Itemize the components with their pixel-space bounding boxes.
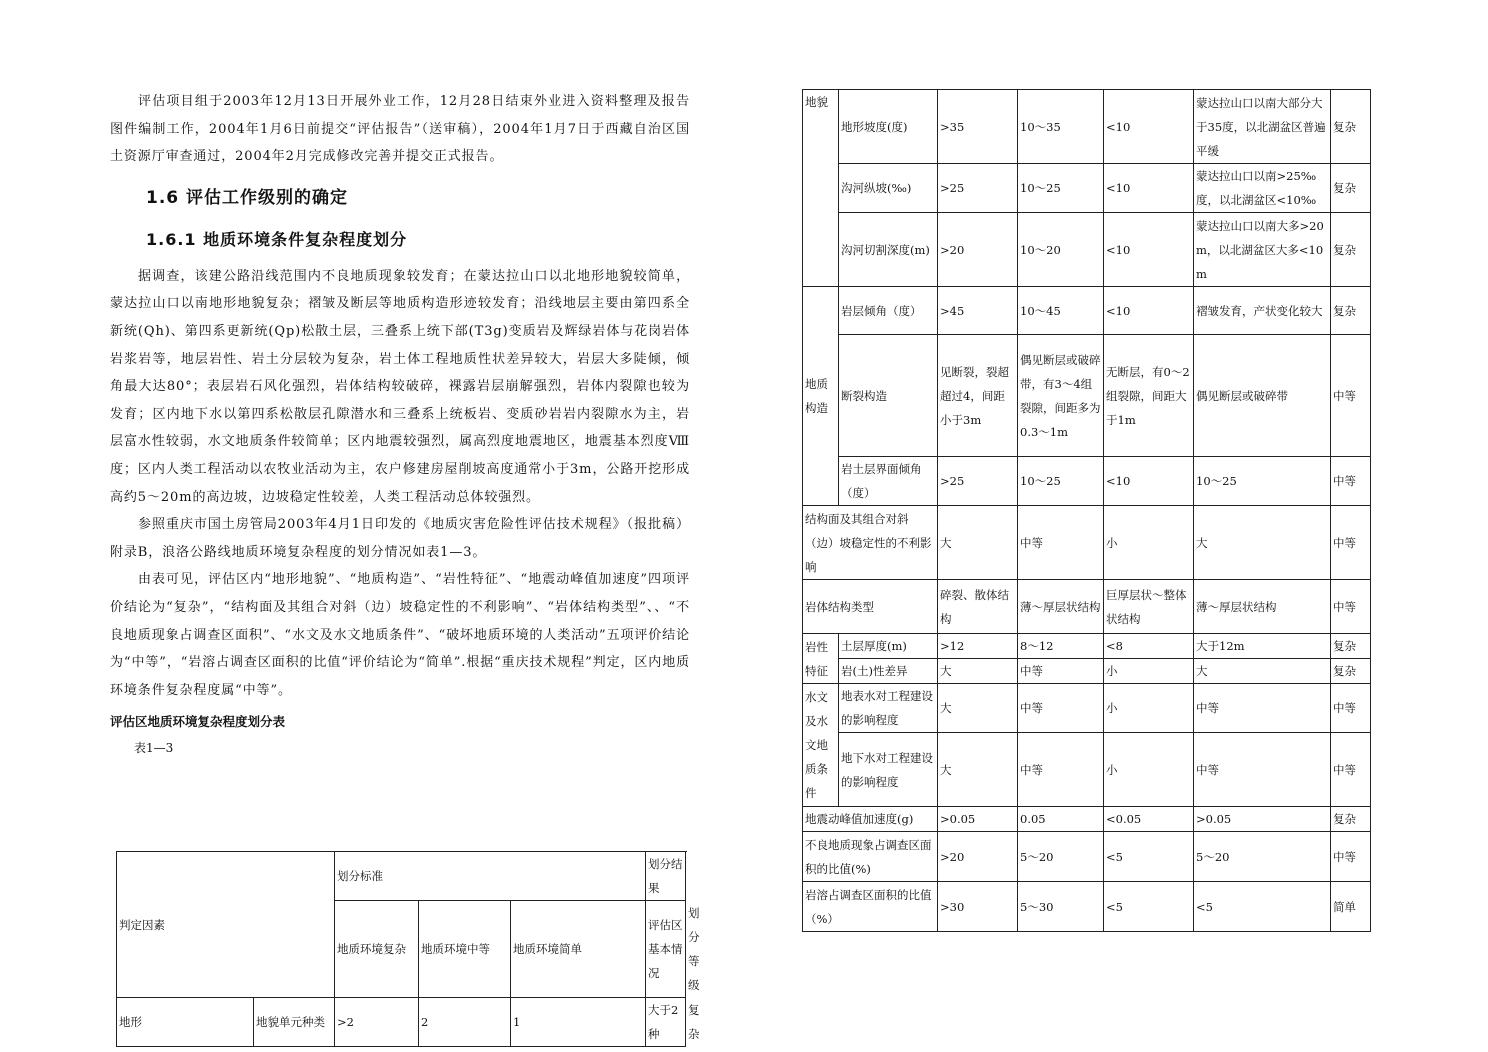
group-lithology: 岩性特征 [803,634,839,684]
cell: 岩土层界面倾角（度） [839,457,938,506]
cell: 大 [1194,506,1331,580]
cell: 简单 [1331,882,1371,932]
table-row [803,457,1371,506]
table-row [803,832,1371,882]
cell: 见断裂，裂超超过4，间距小于3m [938,335,1018,457]
table-row [803,684,1371,733]
cell: 地形 [117,998,254,1047]
cell: >0.05 [1194,807,1331,832]
cell: <10 [1104,287,1194,335]
cell: 碎裂、散体结构 [938,580,1018,634]
cell: <10 [1104,213,1194,287]
cell: 中等 [1194,733,1331,807]
cell: 巨厚层状～整体状结构 [1104,580,1194,634]
paragraph-geology: 据调查，该建公路沿线范围内不良地质现象较发育；在蒙达拉山口以北地形地貌较简单，蒙达拉山口以南地形地貌复杂；褶皱及断层等地质构造形迹较发育；沿线地层主要由第四系全新统(Qh)、第四系更新统(Qp)松散土层，三叠系上统下部(T3g)变质岩及辉绿岩体与花岗岩体岩浆岩等，地层岩性、岩土分层较为复杂，岩土体工程地质性状差异较大，岩层大多陡倾，倾角最大达80°；表层岩石风化强烈，岩体结构较破碎，裸露岩层崩解强烈，岩体内裂隙也较为发育；区内地下水以第四系松散层孔隙潜水和三叠系上统板岩、变质砂岩岩内裂隙水为主，岩层富水性较弱，水文地质条件较简单；区内地震较强烈，属高烈度地震地区，地震基本烈度Ⅷ度；区内人类工程活动以农牧业活动为主，农户修建房屋削坡高度通常小于3m，公路开挖形成高约5～20m的高边坡，边坡稳定性较差，人类工程活动总体较强烈。 [110,268,690,505]
cell: >25 [938,457,1018,506]
cell: <5 [1194,882,1331,932]
cell: 岩溶占调查区面积的比值（%） [803,882,938,932]
table-row [803,90,1371,164]
table-row [803,659,1371,684]
cell: <0.05 [1104,807,1194,832]
cell: 大于2种 [646,998,686,1047]
cell: 10～20 [1018,213,1104,287]
cell: 中等 [1331,506,1371,580]
header-medium: 地质环境中等 [419,901,511,998]
cell: 大于12m [1194,634,1331,659]
cell: 蒙达拉山口以南大部分大于35度，以北湖盆区普遍平缓 [1194,90,1331,164]
cell: 地震动峰值加速度(g) [803,807,938,832]
cell: 5～30 [1018,882,1104,932]
cell: 复杂 [1331,634,1371,659]
cell: 中等 [1018,684,1104,733]
cell: 中等 [1331,832,1371,882]
cell: 小 [1104,659,1194,684]
cell: <10 [1104,90,1194,164]
table-row [803,506,1371,580]
cell: 中等 [1331,457,1371,506]
cell: 中等 [1331,684,1371,733]
cell: 蒙达拉山口以南大多>20m，以北湖盆区大多<10m [1194,213,1331,287]
cell: 0.05 [1018,807,1104,832]
cell: 中等 [1018,506,1104,580]
heading-1-6-1: 1.6.1 地质环境条件复杂程度划分 [146,229,408,249]
cell: 中等 [1331,335,1371,457]
group-structure: 地质构造 [803,287,839,506]
cell: 小 [1104,506,1194,580]
cell: 地表水对工程建设的影响程度 [839,684,938,733]
cell: 薄～厚层状结构 [1194,580,1331,634]
cell: <10 [1104,164,1194,213]
cell: 偶见断层或破碎带，有3～4组裂隙，间距多为0.3～1m [1018,335,1104,457]
cell: 中等 [1018,733,1104,807]
cell: 大 [938,506,1018,580]
cell: 10～35 [1018,90,1104,164]
cell: 10～25 [1194,457,1331,506]
heading-1-6: 1.6 评估工作级别的确定 [146,187,349,208]
table-caption: 评估区地质环境复杂程度划分表 [110,714,286,730]
cell: 中等 [1018,659,1104,684]
cell: >25 [938,164,1018,213]
cell: 10～25 [1018,457,1104,506]
cell: 大 [938,684,1018,733]
cell: 岩体结构类型 [803,580,938,634]
left-page [110,88,690,758]
cell: 1 [511,998,646,1047]
cell: 5～20 [1194,832,1331,882]
cell: 大 [938,733,1018,807]
cell: 2 [419,998,511,1047]
table-row [803,733,1371,807]
cell: 10～45 [1018,287,1104,335]
cell: >0.05 [938,807,1018,832]
cell: 不良地质现象占调查区面积的比值(%) [803,832,938,882]
cell: >20 [938,832,1018,882]
cell: 地下水对工程建设的影响程度 [839,733,938,807]
group-landform: 地貌 [803,90,839,287]
table-row [803,213,1371,287]
cell: 大 [938,659,1018,684]
cell: >12 [938,634,1018,659]
cell: 复杂 [1331,807,1371,832]
cell: 5～20 [1018,832,1104,882]
cell: 小 [1104,733,1194,807]
paragraph-intro: 评估项目组于2003年12月13日开展外业工作，12月28日结束外业进入资料整理及报告图件编制工作，2004年1月6日前提交“评估报告”（送审稿），2004年1月7日于西藏自治区国土资源厅审查通过，2004年2月完成修改完善并提交正式报告。 [110,94,690,165]
complexity-table-part1: 判定因素 划分标准 划分结果 地质环境复杂 地质环境中等 地质环境简单 评估区基本情况 划分等级 地形 地貌单元种类 >2 2 1 大于2种 复杂 [116,851,686,1047]
cell: 复杂 [1331,90,1371,164]
header-complex: 地质环境复杂 [335,901,419,998]
cell: 岩(土)性差异 [839,659,938,684]
table-row [803,287,1371,335]
header-simple: 地质环境简单 [511,901,646,998]
cell: 中等 [1331,580,1371,634]
cell: 断裂构造 [839,335,938,457]
cell: 土层厚度(m) [839,634,938,659]
cell: 中等 [1194,684,1331,733]
table-row [803,580,1371,634]
cell: 复杂 [1331,659,1371,684]
cell: 10～25 [1018,164,1104,213]
cell: 沟河切割深度(m) [839,213,938,287]
cell: 大 [1194,659,1331,684]
header-basic-situation: 评估区基本情况 [646,901,686,998]
cell: 蒙达拉山口以南>25‰度，以北湖盆区<10‰ [1194,164,1331,213]
cell: 中等 [1331,733,1371,807]
header-factor: 判定因素 [117,852,335,998]
cell: 小 [1104,684,1194,733]
cell: 薄～厚层状结构 [1018,580,1104,634]
complexity-table-part2 [802,89,1371,932]
paragraph-reference: 参照重庆市国土房管局2003年4月1日印发的《地质灾害危险性评估技术规程》（报批稿）附录B，浪洛公路线地质环境复杂程度的划分情况如表1—3。 [110,517,690,560]
cell: 结构面及其组合对斜（边）坡稳定性的不利影响 [803,506,938,580]
table-row [803,807,1371,832]
cell: >35 [938,90,1018,164]
cell: >30 [938,882,1018,932]
cell: 地形坡度(度) [839,90,938,164]
cell: >20 [938,213,1018,287]
table-row: 地形 地貌单元种类 >2 2 1 大于2种 复杂 [117,998,686,1047]
table-row [803,882,1371,932]
cell: 复杂 [1331,213,1371,287]
cell: >45 [938,287,1018,335]
cell: 地貌单元种类 [254,998,335,1047]
cell: <8 [1104,634,1194,659]
table-row [803,634,1371,659]
group-hydrology: 水文及水文地质条件 [803,684,839,807]
cell: 复杂 [1331,164,1371,213]
cell: 复杂 [1331,287,1371,335]
table-row [803,335,1371,457]
cell: 沟河纵坡(‰) [839,164,938,213]
table-number: 表1—3 [134,741,174,756]
paragraph-conclusion: 由表可见，评估区内“地形地貌”、“地质构造”、“岩性特征”、“地震动峰值加速度”四项评价结论为“复杂”，“结构面及其组合对斜（边）坡稳定性的不利影响”、“岩体结构类型”、、“不良地质现象占调查区面积”、“水文及水文地质条件”、“破坏地质环境的人类活动”五项评价结论为“中等”，“岩溶占调查区面积的比值“评价结论为“简单”.根据“重庆技术规程”判定，区内地质环境条件复杂程度属“中等”。 [110,572,690,698]
table-row [803,164,1371,213]
cell: 褶皱发育，产状变化较大 [1194,287,1331,335]
cell: 8～12 [1018,634,1104,659]
header-result: 划分结果 [646,852,686,901]
header-standard: 划分标准 [335,852,646,901]
cell: <5 [1104,832,1194,882]
cell: <5 [1104,882,1194,932]
cell: 无断层，有0～2组裂隙，间距大于1m [1104,335,1194,457]
cell: >2 [335,998,419,1047]
cell: 岩层倾角（度） [839,287,938,335]
cell: 偶见断层或破碎带 [1194,335,1331,457]
cell: <10 [1104,457,1194,506]
